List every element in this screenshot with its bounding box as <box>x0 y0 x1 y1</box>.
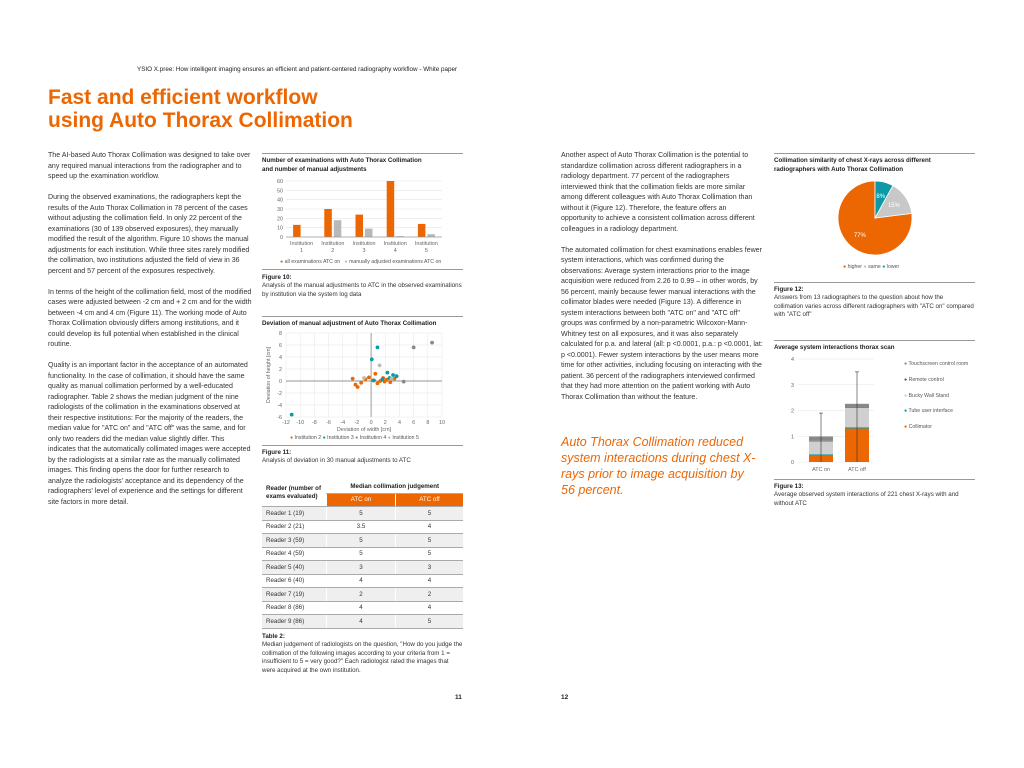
data-point <box>378 364 382 368</box>
figure-13-rule <box>774 340 975 341</box>
legend-entry: ● Tube user interface <box>904 408 954 415</box>
caption-text: Median judgement of radiologists on the question, "How do you judge the collimation of the following images according to your criteria from 1 = insufficient to 5 = very good?" Each radiologist rated the images that were acquired at the own institution. <box>262 641 463 674</box>
page-number-right: 12 <box>561 694 569 701</box>
y-tick-label: 3 <box>791 382 794 389</box>
figure-10-caption <box>262 274 462 299</box>
x-tick-label: Institution <box>321 241 345 247</box>
paragraph: Another aspect of Auto Thorax Collimation is the potential to standardize collimation across different radiographers in a radiology department. 77 percent of the radiographers interviewed think that the collimation fields are more similar among different colleagues with Auto Thorax Collimation than without it (Figure 12). Therefore, the feature offers an opportunity to achieve a consistent collimation across different colleagues in a radiology department. <box>561 152 755 233</box>
x-tick-label: Institution <box>352 241 376 247</box>
x-tick-label: 4 <box>397 420 401 426</box>
table-row: Reader 3 (59) 5 5 <box>262 534 463 548</box>
table-2-caption <box>262 633 463 675</box>
left-text-column <box>48 151 252 519</box>
table-2 <box>262 480 463 629</box>
table-row: Reader 4 (59) 5 5 <box>262 547 463 561</box>
x-tick-label: -6 <box>326 420 331 426</box>
x-tick-label: -10 <box>296 420 305 426</box>
legend-orange-dot: ● <box>290 435 294 441</box>
y-tick-label: 2 <box>279 367 282 373</box>
figure-13-chart <box>774 352 902 477</box>
figure-10-legend <box>280 259 441 265</box>
figure-10-caption-rule <box>262 269 463 270</box>
x-tick-label: 6 <box>412 420 416 426</box>
y-tick-label: 8 <box>279 331 282 337</box>
caption-label: Figure 10: <box>262 274 292 281</box>
y-tick-label: 4 <box>279 355 282 361</box>
y-tick-label: 0 <box>280 235 283 241</box>
x-tick-label: 0 <box>369 420 373 426</box>
legend-entry: ● Collimator <box>904 424 932 431</box>
data-point <box>381 377 385 381</box>
x-tick-label: Institution <box>414 241 438 247</box>
legend-label: Institution 5 <box>392 435 419 441</box>
data-point <box>395 374 399 378</box>
data-point <box>376 346 380 350</box>
y-tick-label: 50 <box>277 188 283 195</box>
paragraph: In terms of the height of the collimation field, most of the modified cases were adjusted between -2 cm and + 2 cm and for the width between -4 cm and 4 cm (Figure 11). The working mode of Auto Thorax Collimation obviously differs among institutions, and it could develop its full potential when established in the clinical routine. <box>48 288 252 348</box>
legend-teal-dot: ● <box>882 264 886 270</box>
y-tick-label: 2 <box>791 408 794 415</box>
paragraph: During the observed examinations, the radiographers kept the results of the Auto Thorax Collimation in 78 percent of the cases without adjusting the collimation field. In only 22 percent of the examinations (30 of 139 observed exposures), they manually modified the result of the algorithm. Figure 10 shows the manual adjustments for each institution. While three sites rarely modified the collimation, two institutions adjusted the field of view in 36 percent and 57 percent of the exposures respectively. <box>48 194 250 275</box>
x-tick-label: 5 <box>424 248 428 254</box>
data-point <box>430 341 434 345</box>
x-axis-label: Deviation of width [cm] <box>336 427 392 433</box>
right-text-column <box>561 151 763 414</box>
figure-11-caption-rule <box>262 445 463 446</box>
legend-lightgray-dot: ● <box>387 435 391 441</box>
legend-label: same <box>868 264 881 270</box>
table-header-reader: Reader (number of exams evaluated) <box>262 480 327 507</box>
title-line-2: using Auto Thorax Collimation <box>48 109 353 132</box>
x-tick-label: Institution <box>383 241 407 247</box>
legend-label: Institution 3 <box>327 435 354 441</box>
y-tick-label: 10 <box>277 225 283 232</box>
data-point <box>391 373 395 377</box>
data-point <box>386 371 390 375</box>
caption-label: Figure 13: <box>774 483 804 490</box>
data-point <box>412 346 416 350</box>
y-tick-label: 20 <box>277 216 283 223</box>
figure-12-chart <box>825 178 925 258</box>
bar-manually-adjusted <box>427 234 435 237</box>
data-point <box>359 381 363 385</box>
y-tick-label: -2 <box>277 391 282 397</box>
table-row: Reader 1 (19) 5 5 <box>262 507 463 521</box>
bar-all-examinations <box>387 181 395 237</box>
legend-label: all examinations ATC on <box>284 259 341 265</box>
figure-13-title: Average system interactions thorax scan <box>774 344 895 351</box>
bar-manually-adjusted <box>365 229 373 237</box>
table-row: Reader 7 (19) 2 2 <box>262 588 463 602</box>
paragraph: The AI-based Auto Thorax Collimation was designed to take over any required manual interactions from the radiographer and to speed up the examination workflow. <box>48 152 251 180</box>
caption-label: Figure 11: <box>262 449 292 456</box>
figure-11-legend <box>290 435 419 441</box>
table-row: Reader 6 (40) 4 4 <box>262 574 463 588</box>
x-tick-label: ATC on <box>812 467 830 473</box>
data-point <box>367 376 371 380</box>
data-point <box>351 377 355 381</box>
title-line-1: Fast and efficient workflow <box>48 86 318 109</box>
y-tick-label: 30 <box>277 207 283 213</box>
table-header-atc-off: ATC off <box>395 493 463 507</box>
x-tick-label: ATC off <box>848 467 866 473</box>
figure-12-caption-rule <box>774 282 975 283</box>
pie-label: 77% <box>853 233 866 240</box>
y-tick-label: 4 <box>791 357 794 363</box>
legend-darkgray-dot: ● <box>355 435 359 441</box>
paragraph: Quality is an important factor in the acceptance of an automated functionality. In the case of collimation, it should have the same quality as manual collimation performed by a well-educated radiographer. Table 2 shows the median judgment of the nine radiologists of the collimation in the examinations observed at their respective institutions: For the majority of the readers, the median value for "ATC on" and "ATC off" was the same, and for only two readers did the median value slightly differ. This indicates that the automatically collimated images were accepted by the radiologists at a similar rate as the manually collimated images. This finding opens the door for further research to analyze the radiologists' acceptance and its dependency of the radiographers' level of experience and the settings for different site factors in more detail. <box>48 362 251 506</box>
legend-label: higher <box>847 264 863 270</box>
caption-label: Table 2: <box>262 633 285 640</box>
figure-10-chart <box>262 175 463 258</box>
data-point <box>362 376 366 380</box>
figure-11-rule <box>262 316 463 317</box>
legend-gray-dot: ● <box>344 259 348 265</box>
legend-label: manually adjusted examinations ATC on <box>349 259 442 265</box>
running-header: YSIO X.pree: How intelligent imaging ensures an efficient and patient-centered radiography workflow - White paper <box>137 66 458 73</box>
table-header-atc-on: ATC on <box>327 493 396 507</box>
legend-orange-dot: ● <box>280 259 284 265</box>
page-number-left: 11 <box>455 694 462 701</box>
pie-label: 8% <box>876 193 886 200</box>
caption-text: Analysis of the manual adjustments to ATC in the observed examinations by institution via the system log data <box>262 282 462 298</box>
figure-10-rule <box>262 153 463 154</box>
x-tick-label: -4 <box>340 420 346 426</box>
x-tick-label: 1 <box>300 248 304 254</box>
x-tick-label: -12 <box>282 420 290 426</box>
x-tick-label: -8 <box>311 420 317 426</box>
caption-text: Answers from 13 radiographers to the question about how the collimation varies across different radiographers with "ATC on" compared with "ATC off" <box>774 294 974 319</box>
table-row: Reader 9 (86) 4 5 <box>262 615 463 629</box>
legend-entry: ● Remote control <box>904 376 944 383</box>
page-title <box>48 86 388 132</box>
figure-11-title: Deviation of manual adjustment of Auto Thorax Collimation <box>262 320 437 327</box>
bar-all-examinations <box>293 225 301 237</box>
y-tick-label: 6 <box>279 343 282 349</box>
pie-label: 15% <box>887 203 900 210</box>
bar-all-examinations <box>324 209 332 237</box>
x-tick-label: Institution <box>290 241 314 247</box>
data-point <box>290 413 294 417</box>
x-tick-label: -2 <box>354 420 360 426</box>
figure-13-legend <box>904 357 968 436</box>
y-tick-label: 0 <box>279 379 282 385</box>
legend-entry: ● Bucky Wall Stand <box>904 392 950 399</box>
figure-12-caption <box>774 286 974 320</box>
y-tick-label: 1 <box>791 434 794 441</box>
caption-label: Figure 12: <box>774 286 804 293</box>
figure-10-title: Number of examinations with Auto Thorax Collimation and number of manual adjustments <box>262 157 422 173</box>
figure-11-caption <box>262 449 462 466</box>
data-point <box>356 385 360 389</box>
x-tick-label: 3 <box>362 248 366 254</box>
legend-label: Institution 4 <box>359 435 387 441</box>
y-tick-label: -4 <box>277 403 282 409</box>
table-row: Reader 5 (40) 3 3 <box>262 561 463 575</box>
bar-all-examinations <box>356 215 364 237</box>
table-row: Reader 2 (21) 3.5 4 <box>262 520 463 534</box>
legend-label: lower <box>886 264 900 270</box>
table-row: Reader 8 (86) 4 4 <box>262 601 463 615</box>
figure-11-chart <box>262 330 463 435</box>
pull-quote: Auto Thorax Collimation reduced system interactions during chest X-rays prior to image acquisition by 56 percent. <box>561 435 756 497</box>
caption-text: Analysis of deviation in 30 manual adjustments to ATC <box>262 457 411 465</box>
paragraph: The automated collimation for chest examinations enables fewer system interactions, which was confirmed during the observations: Average system interactions prior to the image acquisition were reduced from 2.26 to 0.99 – in other words, by 56 percent, mainly because fewer manual interactions with the collimator blades were needed (Figure 13). A difference in system interactions between both "ATC on" and "ATC off" groups was confirmed by a non-parametric Wilcoxon-Mann-Whitney test on all exposures, and it was also separately calculated for p.a. and lateral (all: p <0.0001, p.a.: p <0.0001, lat: p <0.0001). Fewer system interactions by the user means more time for other activities, including focusing on interacting with the patient. 36 percent of the radiographers interviewed confirmed that they had more attention on the patient working with Auto Thorax Collimation than without the feature. <box>561 246 763 401</box>
figure-12-title: Collimation similarity of chest X-rays across different radiographers with Auto Thorax Collimation <box>774 157 931 173</box>
y-tick-label: 0 <box>791 460 794 466</box>
legend-orange-dot: ● <box>843 264 847 270</box>
data-point <box>372 379 376 383</box>
caption-text: Average observed system interactions of 221 chest X-rays with and without ATC <box>774 491 959 507</box>
data-point <box>370 358 374 362</box>
legend-entry: ● Touchscreen control room <box>904 361 969 367</box>
x-tick-label: 2 <box>383 420 387 426</box>
data-point <box>390 377 394 381</box>
figure-12-legend <box>843 264 899 270</box>
table-header-group: Median collimation judgement <box>327 480 464 493</box>
x-tick-label: 2 <box>331 248 335 254</box>
legend-gray-dot: ● <box>863 264 867 270</box>
data-point <box>402 380 406 384</box>
figure-13-caption <box>774 483 974 508</box>
y-tick-label: 40 <box>277 197 283 204</box>
legend-label: Institution 2 <box>294 435 322 441</box>
x-tick-label: 8 <box>426 420 430 426</box>
x-tick-label: 10 <box>439 420 445 426</box>
data-point <box>373 372 377 376</box>
bar-manually-adjusted <box>334 220 342 237</box>
x-tick-label: 4 <box>393 248 397 254</box>
legend-teal-dot: ● <box>322 435 326 441</box>
y-tick-label: 60 <box>277 179 283 185</box>
figure-12-rule <box>774 153 975 154</box>
y-axis-label: Deviation of height [cm] <box>266 346 272 404</box>
bar-all-examinations <box>418 224 426 237</box>
data-point <box>388 380 392 384</box>
figure-13-caption-rule <box>774 479 975 480</box>
y-tick-label: -6 <box>277 415 282 421</box>
